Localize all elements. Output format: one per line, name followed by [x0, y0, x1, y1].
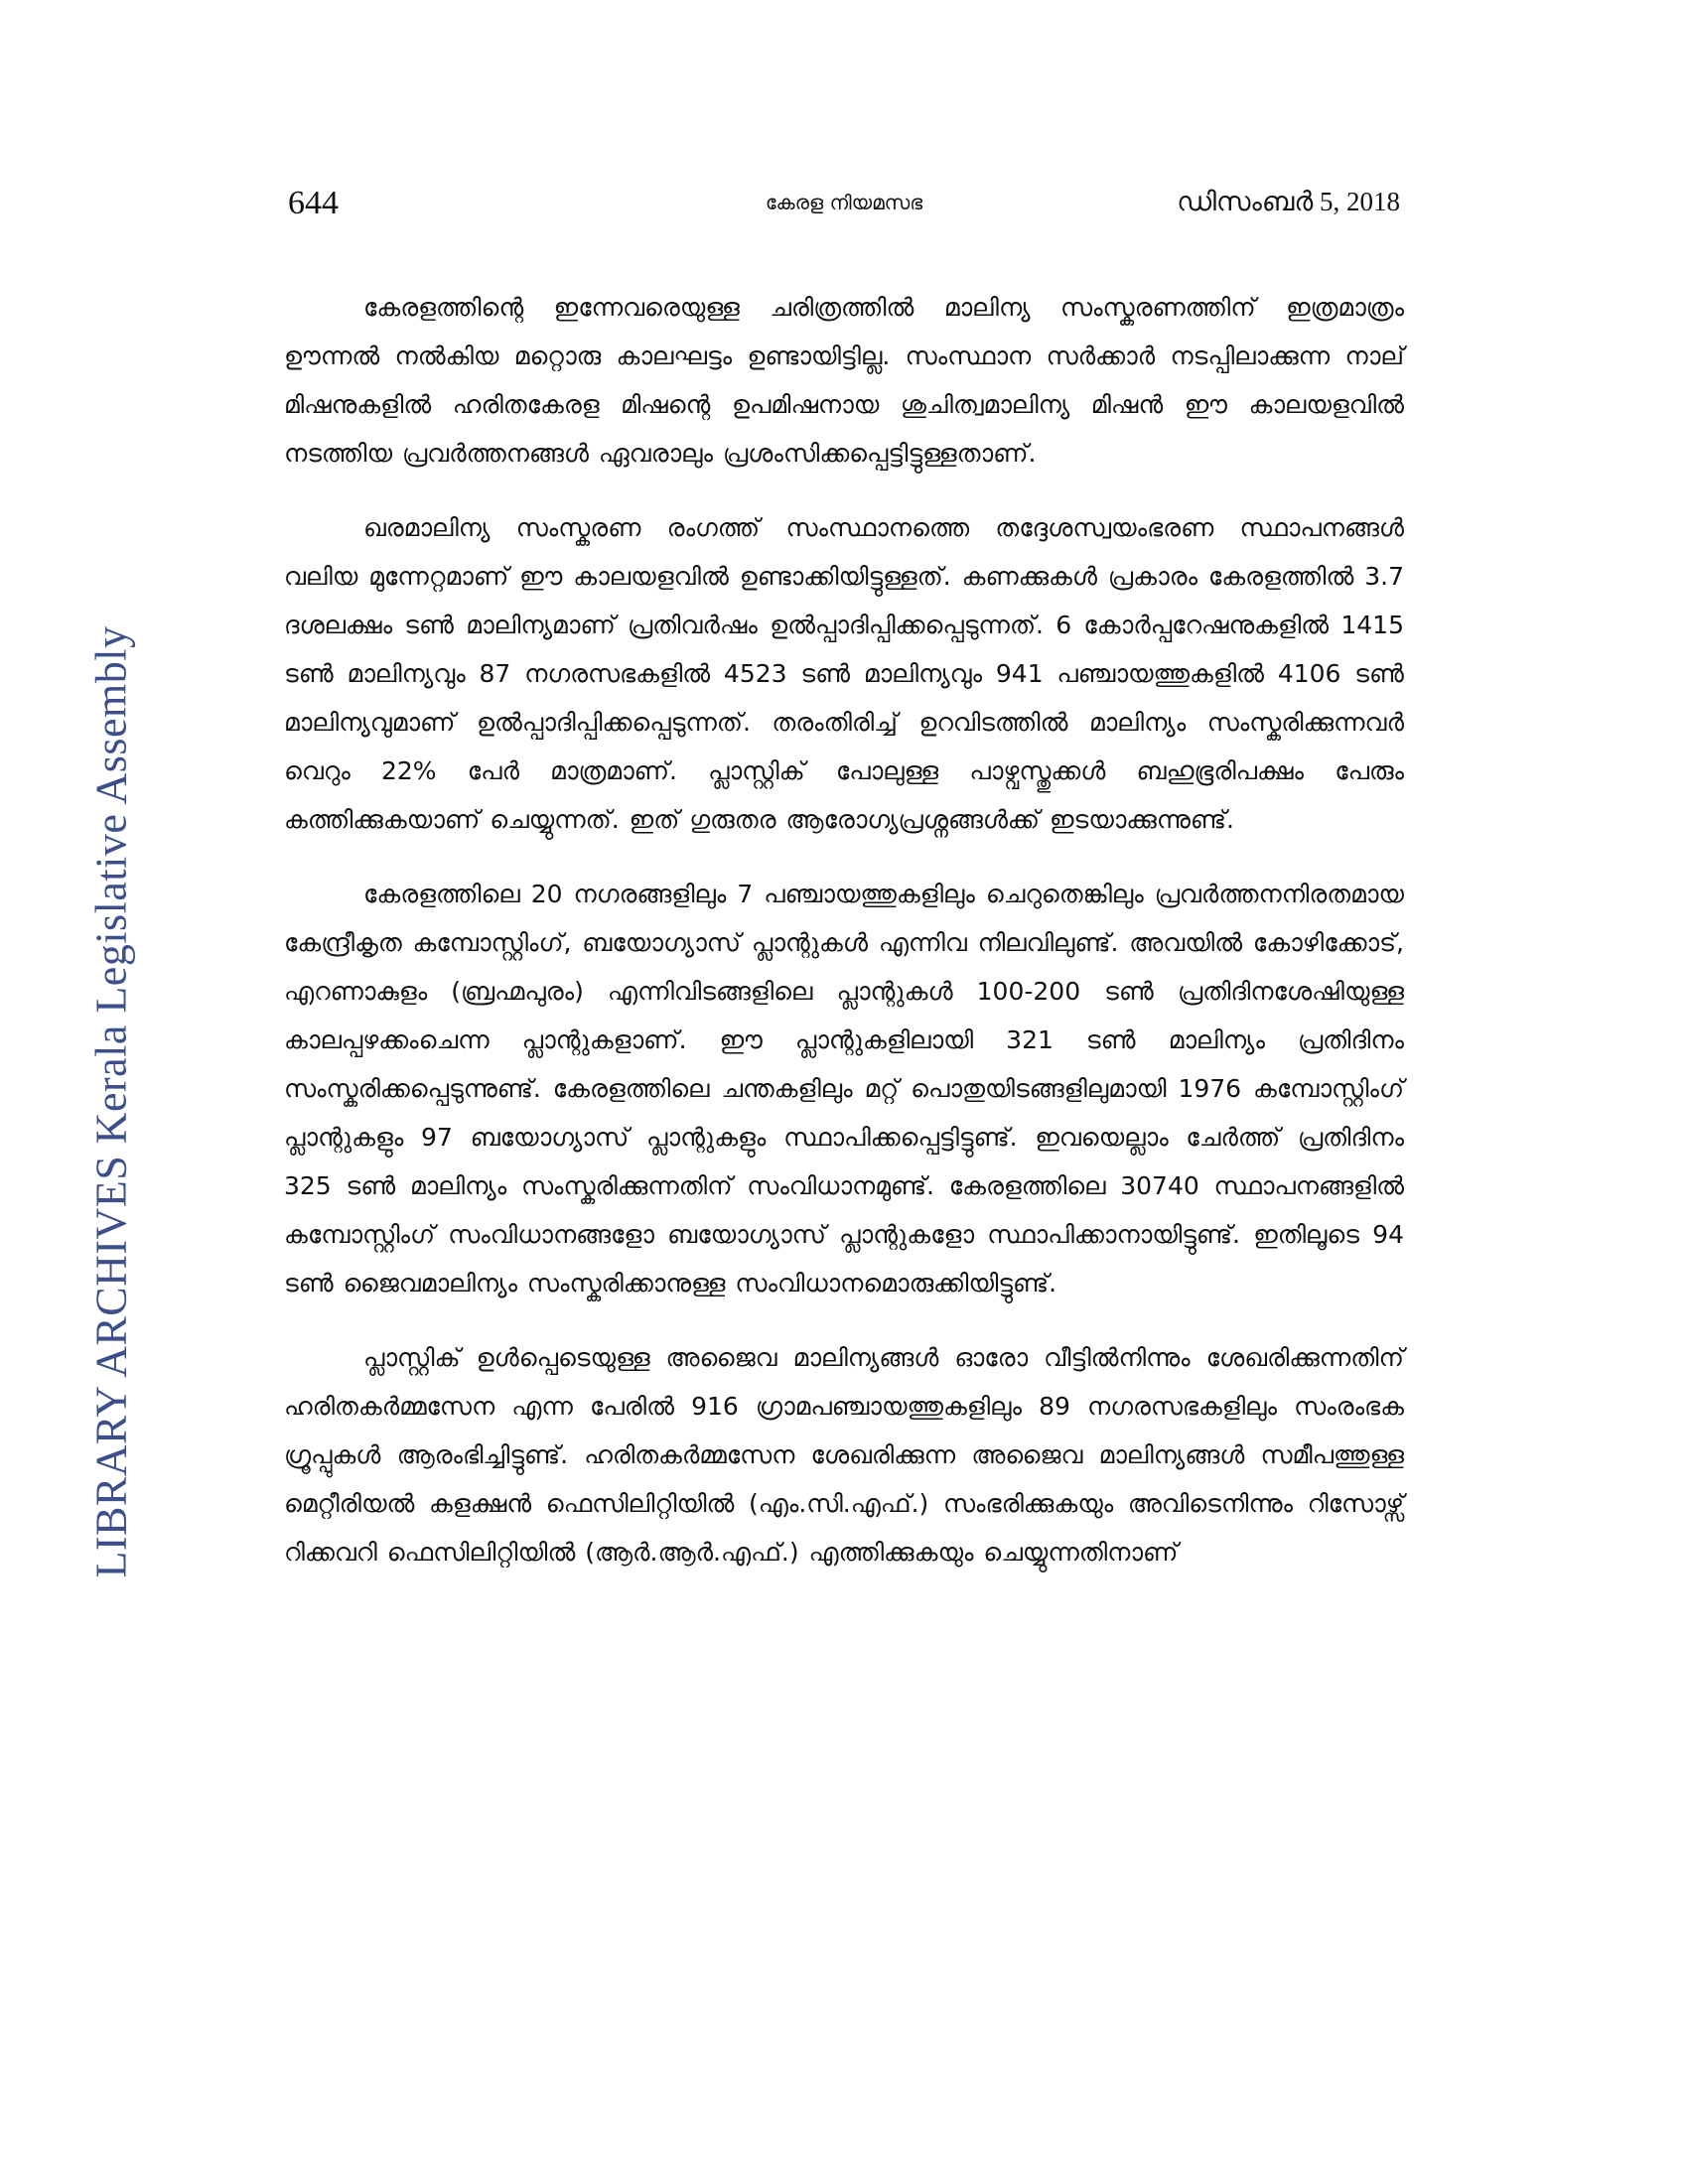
paragraph-4: പ്ലാസ്റ്റിക് ഉൾപ്പെടെയുള്ള അജൈവ മാലിന്യങ്ങൾ ഓരോ വീട്ടിൽനിന്നും ശേഖരിക്കുന്നതിന് ഹരിതകർമ്മസേന എന്ന പേരിൽ 916 ഗ്രാമപഞ്ചായത്തുകളിലും 89 നഗരസഭകളിലും സംരംഭക ഗ്രൂപ്പുകൾ ആരംഭിച്ചിട്ടുണ്ട്. ഹരിതകർമ്മസേന ശേഖരിക്കുന്ന അജൈവ മാലിന്യങ്ങൾ സമീപത്തുള്ള മെറ്റീരിയൽ കളക്ഷൻ ഫെസിലിറ്റിയിൽ (എം.സി.എഫ്.) സംഭരിക്കുകയും അവിടെനിന്നും റിസോഴ്സ് റിക്കവറി ഫെസിലിറ്റിയിൽ (ആർ.ആർ.എഫ്.) എത്തിക്കുകയും ചെയ്യുന്നതിനാണ്	[284, 1343, 1404, 1567]
library-archives-watermark: LIBRARY ARCHIVES Kerala Legislative Assembly	[86, 625, 136, 1578]
header-date: ഡിസംബർ 5, 2018	[1177, 187, 1400, 216]
page-header	[288, 185, 1400, 234]
paragraph-1: കേരളത്തിന്റെ ഇന്നേവരെയുള്ള ചരിത്രത്തിൽ മാലിന്യ സംസ്കരണത്തിന് ഇത്രമാത്രം ഊന്നൽ നൽകിയ മറ്റൊരു കാലഘട്ടം ഉണ്ടായിട്ടില്ല. സംസ്ഥാന സർക്കാർ നടപ്പിലാക്കുന്ന നാല് മിഷനുകളിൽ ഹരിതകേരള മിഷന്റെ ഉപമിഷനായ ശുചിത്വമാലിന്യ മിഷൻ ഈ കാലയളവിൽ നടത്തിയ പ്രവർത്തനങ്ങൾ ഏവരാലും പ്രശംസിക്കപ്പെട്ടിട്ടുള്ളതാണ്.	[284, 293, 1404, 468]
running-title: കേരള നിയമസഭ	[765, 191, 923, 214]
document-body	[284, 283, 1404, 1602]
paragraph-2: ഖരമാലിന്യ സംസ്കരണ രംഗത്ത് സംസ്ഥാനത്തെ തദ്ദേശസ്വയംഭരണ സ്ഥാപനങ്ങൾ വലിയ മുന്നേറ്റമാണ് ഈ കാലയളവിൽ ഉണ്ടാക്കിയിട്ടുള്ളത്. കണക്കുകൾ പ്രകാരം കേരളത്തിൽ 3.7 ദശലക്ഷം ടൺ മാലിന്യമാണ് പ്രതിവർഷം ഉൽപ്പാദിപ്പിക്കപ്പെടുന്നത്. 6 കോർപ്പറേഷനുകളിൽ 1415 ടൺ മാലിന്യവും 87 നഗരസഭകളിൽ 4523 ടൺ മാലിന്യവും 941 പഞ്ചായത്തുകളിൽ 4106 ടൺ മാലിന്യവുമാണ് ഉൽപ്പാദിപ്പിക്കപ്പെടുന്നത്. തരംതിരിച്ച് ഉറവിടത്തിൽ മാലിന്യം സംസ്കരിക്കുന്നവർ വെറും 22% പേർ മാത്രമാണ്. പ്ലാസ്റ്റിക് പോലുള്ള പാഴ്വസ്തുക്കൾ ബഹുഭൂരിപക്ഷം പേരും കത്തിക്കുകയാണ് ചെയ്യുന്നത്. ഇത് ഗുരുതര ആരോഗ്യപ്രശ്നങ്ങൾക്ക് ഇടയാക്കുന്നുണ്ട്.	[284, 513, 1404, 834]
page-number: 644	[288, 185, 339, 221]
paragraph-3: കേരളത്തിലെ 20 നഗരങ്ങളിലും 7 പഞ്ചായത്തുകളിലും ചെറുതെങ്കിലും പ്രവർത്തനനിരതമായ കേന്ദ്രീകൃത കമ്പോസ്റ്റിംഗ്, ബയോഗ്യാസ് പ്ലാന്റുകൾ എന്നിവ നിലവിലുണ്ട്. അവയിൽ കോഴിക്കോട്, എറണാകുളം (ബ്രഹ്മപുരം) എന്നിവിടങ്ങളിലെ പ്ലാന്റുകൾ 100-200 ടൺ പ്രതിദിനശേഷിയുള്ള കാലപ്പഴക്കംചെന്ന പ്ലാന്റുകളാണ്. ഈ പ്ലാന്റുകളിലായി 321 ടൺ മാലിന്യം പ്രതിദിനം സംസ്കരിക്കപ്പെടുന്നുണ്ട്. കേരളത്തിലെ ചന്തകളിലും മറ്റ് പൊതുയിടങ്ങളിലുമായി 1976 കമ്പോസ്റ്റിംഗ് പ്ലാന്റുകളും 97 ബയോഗ്യാസ് പ്ലാന്റുകളും സ്ഥാപിക്കപ്പെട്ടിട്ടുണ്ട്. ഇവയെല്ലാം ചേർത്ത് പ്രതിദിനം 325 ടൺ മാലിന്യം സംസ്കരിക്കുന്നതിന് സംവിധാനമുണ്ട്. കേരളത്തിലെ 30740 സ്ഥാപനങ്ങളിൽ കമ്പോസ്റ്റിംഗ് സംവിധാനങ്ങളോ ബയോഗ്യാസ് പ്ലാന്റുകളോ സ്ഥാപിക്കാനായിട്ടുണ്ട്. ഇതിലൂടെ 94 ടൺ ജൈവമാലിന്യം സംസ്കരിക്കാനുള്ള സംവിധാനമൊരുക്കിയിട്ടുണ്ട്.	[284, 880, 1404, 1297]
